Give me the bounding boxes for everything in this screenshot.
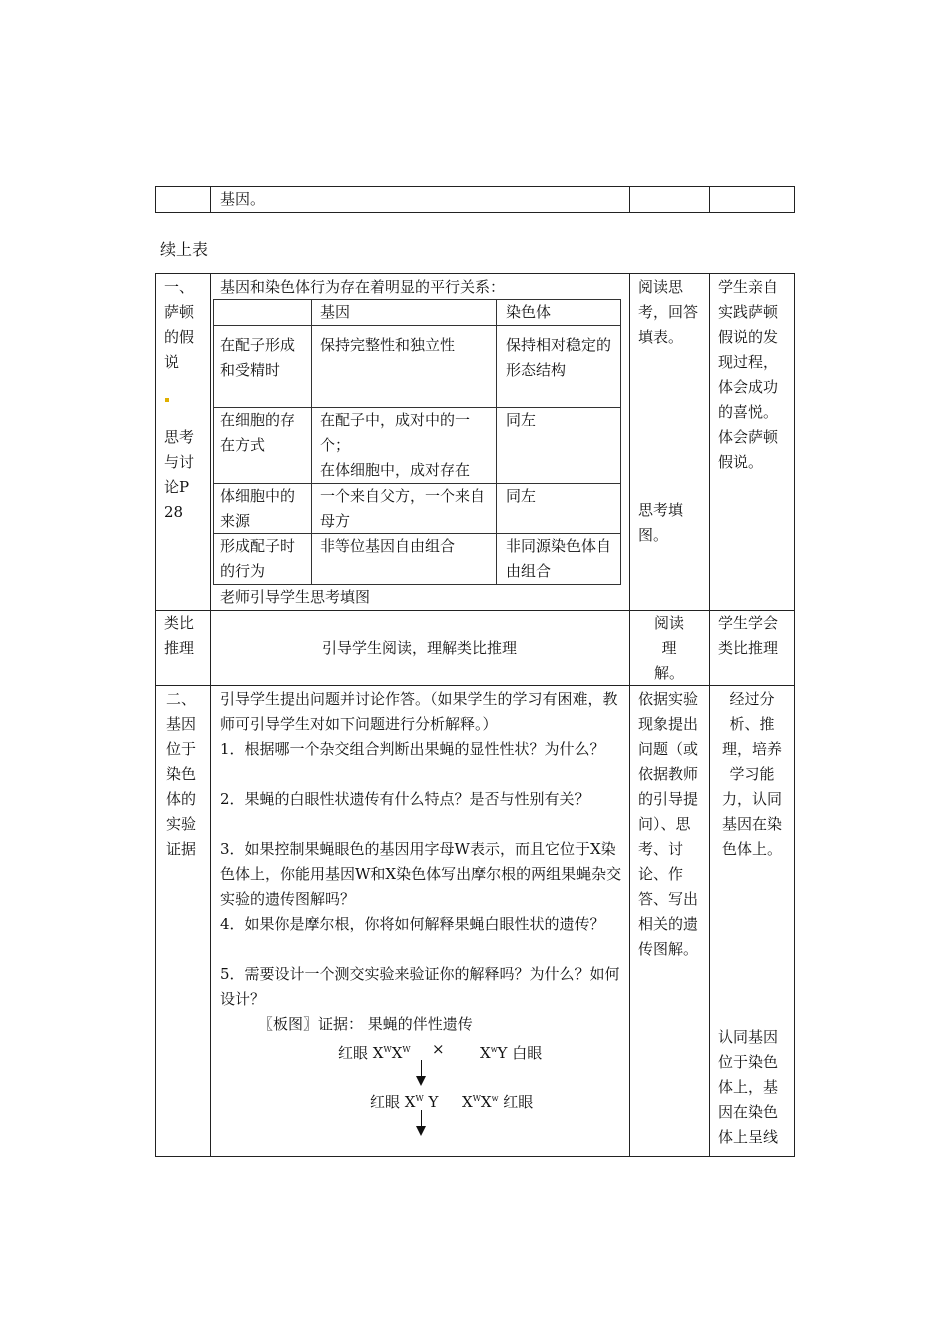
inner-header-chromosome: 染色体 xyxy=(506,303,552,321)
analogy-content: 引导学生阅读，理解类比推理 xyxy=(321,639,517,657)
board-title: 〖板图〗证据： 果蝇的伴性遗传 xyxy=(258,1015,473,1033)
inner-row3-chromosome: 同左 xyxy=(506,487,537,505)
section2-intent2: 认同基因位于染色体上，基因在染色体上呈线 xyxy=(718,1028,779,1146)
inner-row2-chromosome: 同左 xyxy=(506,411,537,429)
inner-header-gene: 基因 xyxy=(320,303,351,321)
continued-label: 续上表 xyxy=(160,240,209,259)
cross-parent-right: $X^wY$ 白眼 xyxy=(480,1044,543,1062)
section2-intent: 经过分析、推理，培养学习能力，认同基因在染色体上。 xyxy=(721,690,782,858)
question-2: 2．果蝇的白眼性状遗传有什么特点？是否与性别有关？ xyxy=(220,790,590,808)
cross-f1-right: $X^WX^w$ 红眼 xyxy=(462,1093,534,1111)
section1-footer: 老师引导学生思考填图 xyxy=(220,588,371,606)
question-4: 4．如果你是摩尔根，你将如何解释果蝇白眼性状的遗传？ xyxy=(220,915,605,933)
inner-row1-label: 在配子形成和受精时 xyxy=(220,336,296,379)
section2-stage: 二、基因位于染色体的实验证据 xyxy=(165,690,196,858)
inner-row3-label: 体细胞中的来源 xyxy=(220,487,296,530)
section1-student-activity2: 思考填图。 xyxy=(638,501,684,544)
section1-marker xyxy=(165,398,169,402)
question-1: 1．根据哪一个杂交组合判断出果蝇的显性性状？为什么？ xyxy=(220,740,605,758)
top-table-content: 基因。 xyxy=(220,190,266,208)
inner-row2-label: 在细胞的存在方式 xyxy=(220,411,296,454)
inner-row4-gene: 非等位基因自由组合 xyxy=(320,537,456,555)
down-arrow-icon xyxy=(416,1126,426,1136)
inner-row4-label: 形成配子时的行为 xyxy=(220,537,296,580)
section1-student-activity: 阅读思考，回答填表。 xyxy=(638,278,699,346)
section1-intro: 基因和染色体行为存在着明显的平行关系： xyxy=(220,278,506,296)
question-3: 3．如果控制果蝇眼色的基因用字母W表示，而且它位于X染色体上，你能用基因W和X染色体写出摩尔根的两组果蝇杂交实验的遗传图解吗？ xyxy=(220,840,622,908)
analogy-intent: 学生学会类比推理 xyxy=(718,614,779,657)
inner-row2-gene-extra: 在体细胞中，成对存在 xyxy=(320,461,471,479)
inner-row1-chromosome: 保持相对稳定的形态结构 xyxy=(506,336,612,379)
section1-stage: 一、萨顿的假说 xyxy=(164,278,195,371)
section1-stage-sub: 思考与讨论P28 xyxy=(164,428,195,521)
inner-row2-gene: 在配子中，成对中的一个； xyxy=(320,411,471,454)
down-arrow-icon xyxy=(416,1076,426,1086)
inner-row4-chromosome: 非同源染色体自由组合 xyxy=(506,537,612,580)
cross-parent-left: 红眼 $X^WX^W$ xyxy=(338,1044,411,1062)
section2-intro: 引导学生提出问题并讨论作答。（如果学生的学习有困难，教师可引导学生对如下问题进行分析解释。） xyxy=(220,690,618,733)
section2-student-activity: 依据实验现象提出问题（或依据教师的引导提问）、思考、讨论、作答、写出相关的遗传图解。 xyxy=(638,690,699,958)
inner-row1-gene: 保持完整性和独立性 xyxy=(320,336,456,354)
inner-row3-gene: 一个来自父方，一个来自母方 xyxy=(320,487,486,530)
cross-f1-left: 红眼 $X^W$ Y xyxy=(370,1093,439,1111)
analogy-stage: 类比推理 xyxy=(164,614,195,657)
analogy-student-activity: 阅读理解。 xyxy=(653,614,684,682)
cross-times: × xyxy=(432,1040,445,1058)
question-5: 5．需要设计一个测交实验来验证你的解释吗？为什么？如何设计？ xyxy=(220,965,620,1008)
section1-intent: 学生亲自实践萨顿假说的发现过程，体会成功的喜悦。体会萨顿假说。 xyxy=(718,278,779,471)
